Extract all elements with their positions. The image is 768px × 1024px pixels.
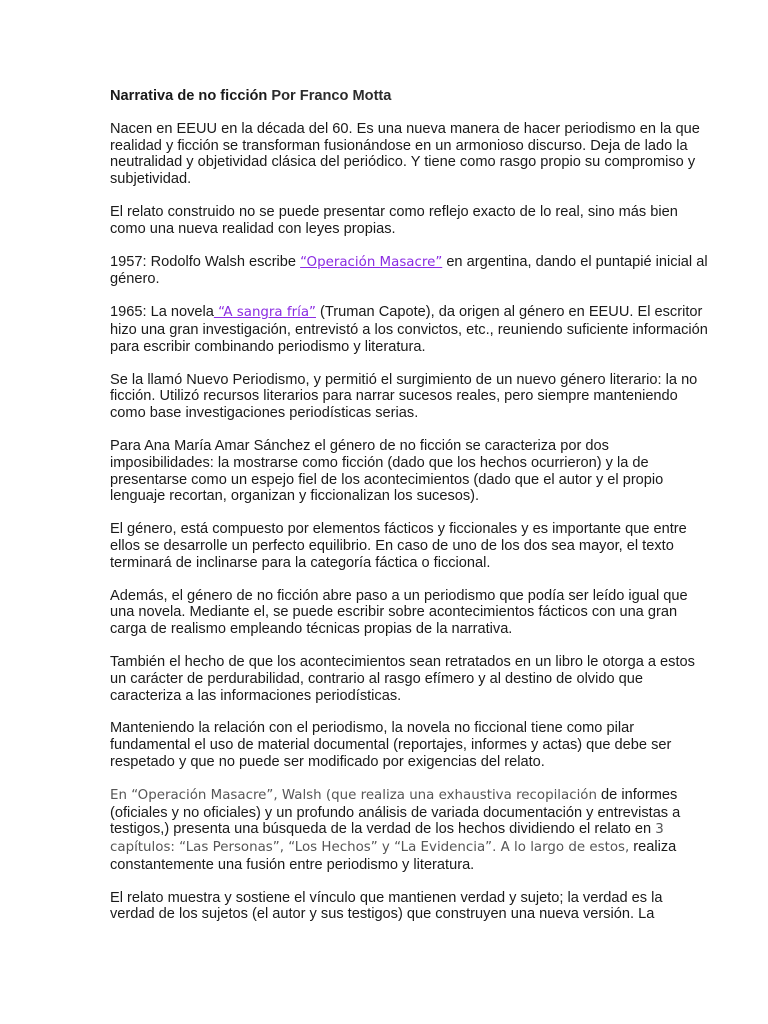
paragraph-walsh xyxy=(110,787,710,874)
paragraph-walsh-part-b: de informes (oficiales y no oficiales) y un profundo análisis de variada documentación y entrevistas a testigos,) presenta una búsqueda de la verdad de los hechos dividiendo el relato en xyxy=(110,786,681,838)
a-sangre-fria-link[interactable]: “A sangra fría” xyxy=(213,305,316,321)
paragraph-1957-text-before: 1957: Rodolfo Walsh escribe xyxy=(110,253,301,270)
paragraph-relato: El relato construido no se puede presentar como reflejo exacto de lo real, sino más bien como una nueva realidad con leyes propias. xyxy=(110,203,678,237)
document-page xyxy=(110,88,710,939)
paragraph-manteniendo: Manteniendo la relación con el periodismo, la novela no ficcional tiene como pilar fundamental el uso de material documental (reportajes, informes y actas) que debe ser respetado y que no puede ser modificado por exigencias del relato. xyxy=(110,720,672,770)
paragraph-nuevo-periodismo: Se la llamó Nuevo Periodismo, y permitió el surgimiento de un nuevo género literario: la no ficción. Utilizó recursos literarios para narrar sucesos reales, pero siempre manteniendo como base investigaciones periodísticas serias. xyxy=(110,371,698,422)
paragraph-1965-text-after: (Truman Capote), da origen al género en EEUU. El escritor hizo una gran investigación, entrevistó a los convictos, etc., reuniendo suficiente información para escribir combinando periodismo y literatura. xyxy=(110,304,708,355)
paragraph-1965-text-before: 1965: La novela xyxy=(110,304,214,321)
paragraph-walsh-part-c: 3 capítulos: “Las Personas”, “Los Hechos” y “La Evidencia”. A lo largo de estos, xyxy=(110,822,664,856)
paragraph-intro: Nacen en EEUU en la década del 60. Es una nueva manera de hacer periodismo en la que realidad y ficción se transforman fusionándose en un armonioso discurso. Deja de lado la neutralidad y objetividad clásica del periódico. Y tiene como rasgo propio su compromiso y subjetividad. xyxy=(110,120,700,188)
operacion-masacre-link[interactable]: “Operación Masacre” xyxy=(300,254,443,270)
paragraph-genero: El género, está compuesto por elementos fácticos y ficcionales y es importante que entre ellos se desarrolle un perfecto equilibrio. En caso de uno de los dos sea mayor, el texto terminará de inclinarse para la categoría fáctica o ficcional. xyxy=(110,521,687,571)
paragraph-walsh-part-a: En “Operación Masacre”, Walsh (que realiza una exhaustiva recopilación xyxy=(110,787,597,803)
paragraph-tambien: También el hecho de que los acontecimientos sean retratados en un libro le otorga a estos un carácter de perdurabilidad, contrario al rasgo efímero y al destino de olvido que caracteriza a las informaciones periodísticas. xyxy=(110,653,695,704)
paragraph-verdad-sujeto: El relato muestra y sostiene el vínculo que mantienen verdad y sujeto; la verdad es la verdad de los sujetos (el autor y sus testigos) que construyen una nueva versión. La xyxy=(110,889,663,923)
paragraph-ademas: Además, el género de no ficción abre paso a un periodismo que podía ser leído igual que una novela. Mediante el, se puede escribir sobre acontecimientos fácticos con una gran carga de realismo empleando técnicas propias de la narrativa. xyxy=(110,587,688,638)
document-title: Narrativa de no ficción xyxy=(110,88,268,104)
paragraph-1957-text-after: en argentina, dando el puntapié inicial al género. xyxy=(110,253,708,288)
document-title-line xyxy=(110,88,710,105)
paragraph-walsh-part-d: realiza constantemente una fusión entre periodismo y literatura. xyxy=(110,839,677,873)
paragraph-1965 xyxy=(110,304,710,355)
paragraph-amar-sanchez: Para Ana María Amar Sánchez el género de no ficción se caracteriza por dos imposibilidades: la mostrarse como ficción (dado que los hechos ocurrieron) y la de presentarse como un espejo fiel de los acontecimientos (dado que el autor y el propio lenguaje recortan, organizan y ficcionalizan los sucesos). xyxy=(110,437,664,505)
paragraph-1957 xyxy=(110,254,710,289)
document-author: Por Franco Motta xyxy=(271,88,392,104)
